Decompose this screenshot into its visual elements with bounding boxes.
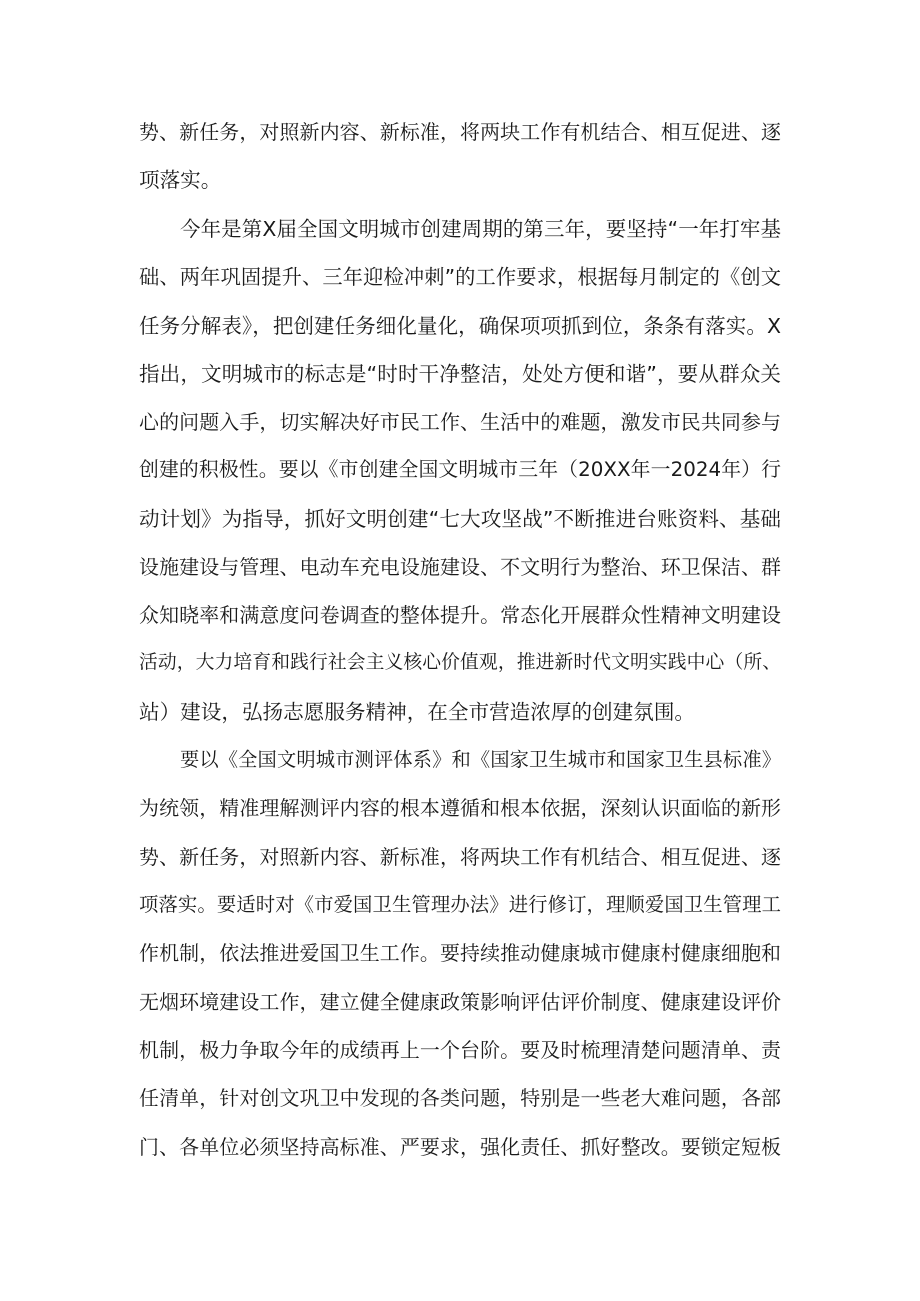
text-line: 机制，极力争取今年的成绩再上一个台阶。要及时梳理清楚问题清单、责 [139,1038,781,1062]
text-line: 作机制，依法推进爱国卫生工作。要持续推动健康城市健康村健康细胞和 [139,941,781,965]
text-line: 动计划》为指导，抓好文明创建“七大攻坚战”不断推进台账资料、基础 [139,507,781,531]
text-line: 础、两年巩固提升、三年迎检冲刺”的工作要求，根据每月制定的《创文 [139,265,781,289]
text-line: 指出，文明城市的标志是“时时干净整洁，处处方便和谐”，要从群众关 [139,362,781,386]
text-line: 设施建设与管理、电动车充电设施建设、不文明行为整治、环卫保洁、群 [139,555,781,579]
text-line: 门、各单位必须坚持高标准、严要求，强化责任、抓好整改。要锁定短板 [139,1135,781,1159]
text-line: 任务分解表》，把创建任务细化量化，确保项项抓到位，条条有落实。X [139,314,781,338]
text-line: 心的问题入手，切实解决好市民工作、生活中的难题，激发市民共同参与 [139,410,781,434]
text-line: 势、新任务，对照新内容、新标准，将两块工作有机结合、相互促进、逐 [139,845,781,869]
text-line: 创建的积极性。要以《市创建全国文明城市三年（20XX年一2024年）行 [139,458,781,481]
text-line: 无烟环境建设工作，建立健全健康政策影响评估评价制度、健康建设评价 [139,990,781,1014]
text-line: 众知晓率和满意度问卷调查的整体提升。常态化开展群众性精神文明建设 [139,603,781,627]
text-line: 活动，大力培育和践行社会主义核心价值观，推进新时代文明实践中心（所、 [139,652,781,673]
text-line: 项落实。 [139,168,222,192]
text-line: 今年是第X届全国文明城市创建周期的第三年，要坚持“一年打牢基 [180,217,781,241]
text-line: 任清单，针对创文巩卫中发现的各类问题，特别是一些老大难问题，各部 [139,1086,781,1110]
text-line: 站）建设，弘扬志愿服务精神，在全市营造浓厚的创建氛围。 [139,700,696,724]
text-line: 要以《全国文明城市测评体系》和《国家卫生城市和国家卫生县标准》 [180,748,781,771]
text-line: 项落实。要适时对《市爱国卫生管理办法》进行修订，理顺爱国卫生管理工 [139,893,781,916]
text-line: 为统领，精准理解测评内容的根本遵循和根本依据，深刻认识面临的新形 [139,796,781,820]
text-line: 势、新任务，对照新内容、新标准，将两块工作有机结合、相互促进、逐 [139,120,781,144]
